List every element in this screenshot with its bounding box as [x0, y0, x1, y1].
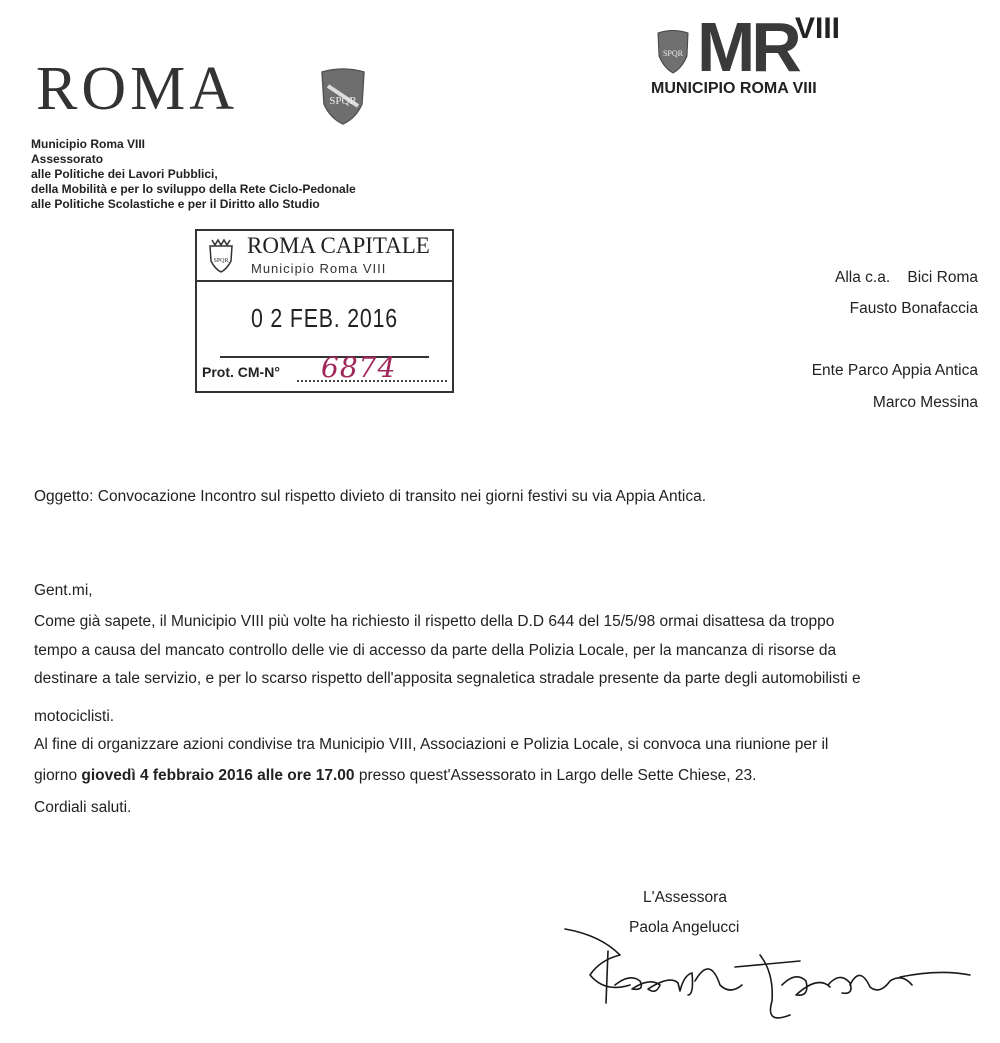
stamp-protocol-number: 6874: [321, 351, 397, 384]
subject-line: Oggetto: Convocazione Incontro sul rispetto divieto di transito nei giorni festivi su via Appia Antica.: [34, 488, 707, 505]
body-line: Come già sapete, il Municipio VIII più volte ha richiesto il rispetto della D.D 644 del 15/5/98 ormai disattesa da troppo: [34, 613, 835, 630]
stamp-shield-icon: [207, 237, 235, 273]
meeting-location: presso quest'Assessorato in Largo delle Sette Chiese, 23.: [354, 767, 757, 784]
svg-text:SPQR: SPQR: [662, 49, 684, 58]
body-line: destinare a tale servizio, e per lo scarso rispetto dell'apposita segnaletica stradale presente da parte degli automobilisti e: [34, 670, 861, 687]
stamp-header: [197, 231, 452, 282]
office-line: Municipio Roma VIII: [31, 137, 146, 151]
body-line: motociclisti.: [34, 708, 115, 725]
handwritten-signature: [560, 915, 980, 1035]
office-heading: [31, 137, 356, 212]
protocol-stamp: [195, 229, 454, 393]
stamp-protocol-label: Prot. CM-N°: [202, 364, 280, 380]
alla-ca-label: Alla c.a.: [834, 269, 891, 286]
roma-logo-text: ROMA: [36, 55, 239, 123]
roma-shield-icon: [318, 66, 368, 126]
recipient-1-name: Bici Roma: [907, 269, 978, 286]
svg-text:SPQR: SPQR: [213, 258, 229, 264]
signatory-name: Paola Angelucci: [629, 919, 740, 936]
meeting-line: [34, 767, 756, 785]
meeting-prefix: giorno: [34, 767, 82, 784]
meeting-date-time: giovedì 4 febbraio 2016 alle ore 17.00: [81, 767, 355, 784]
mr-logo-letters: MR: [697, 8, 798, 86]
recipient-2-person: Marco Messina: [872, 394, 978, 411]
office-line: Assessorato: [31, 152, 104, 166]
body-line: Al fine di organizzare azioni condivise tra Municipio VIII, Associazioni e Polizia Locale, si convoca una riunione per il: [34, 736, 829, 753]
signatory-role: L'Assessora: [643, 889, 727, 906]
svg-text:SPQR: SPQR: [329, 95, 357, 107]
body-line: tempo a causa del mancato controllo delle vie di accesso da parte della Polizia Locale, per la mancanza di risorse da: [34, 642, 837, 659]
mr-logo-numeral: VIII: [795, 12, 841, 45]
stamp-date: 0 2 FEB. 2016: [220, 280, 429, 358]
greeting: Gent.mi,: [34, 582, 93, 599]
mr-logo-caption: MUNICIPIO ROMA VIII: [651, 80, 817, 97]
recipient-2-name: Ente Parco Appia Antica: [811, 362, 978, 379]
closing: Cordiali saluti.: [34, 799, 132, 816]
office-line: alle Politiche dei Lavori Pubblici,: [31, 167, 218, 181]
office-line: della Mobilità e per lo sviluppo della Rete Ciclo-Pedonale: [31, 182, 356, 196]
recipient-1-person: Fausto Bonafaccia: [849, 300, 978, 317]
office-line: alle Politiche Scolastiche e per il Diritto allo Studio: [31, 197, 320, 211]
recipient-1-line: [835, 269, 978, 287]
stamp-subtitle: Municipio Roma VIII: [251, 261, 387, 276]
municipio-shield-icon: [655, 28, 691, 74]
stamp-title: ROMA CAPITALE: [247, 233, 430, 258]
